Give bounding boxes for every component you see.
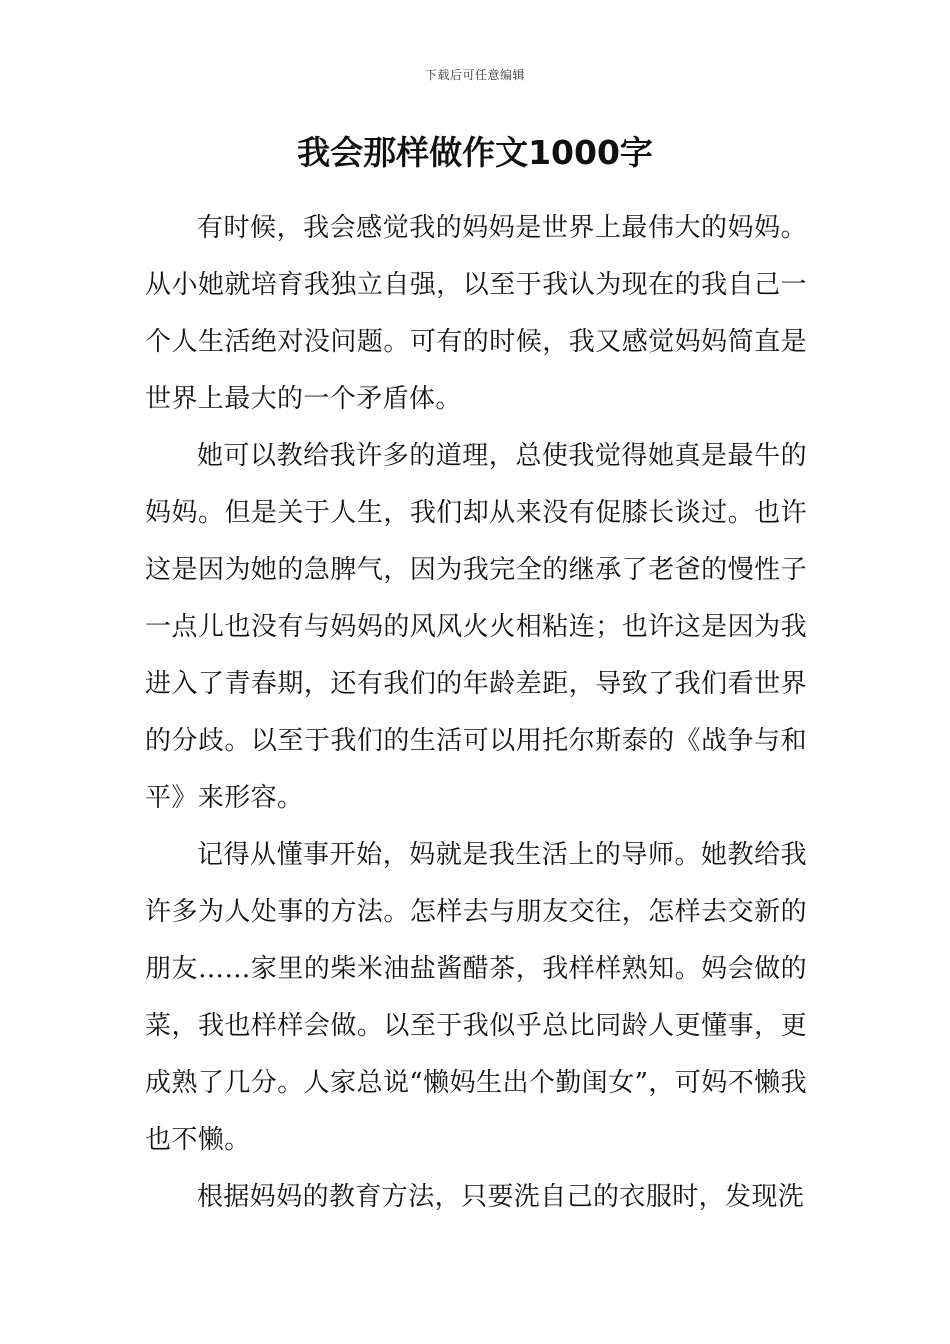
document-body <box>145 200 807 1226</box>
paragraph: 记得从懂事开始，妈就是我生活上的导师。她教给我许多为人处事的方法。怎样去与朋友交往，怎样去交新的朋友……家里的柴米油盐酱醋茶，我样样熟知。妈会做的菜，我也样样会做。以至于我似乎总比同龄人更懂事，更成熟了几分。人家总说“懒妈生出个勤闺女”，可妈不懒我也不懒。 <box>145 840 807 1155</box>
document-title: 我会那样做作文1000字 <box>297 133 653 172</box>
paragraph: 她可以教给我许多的道理，总使我觉得她真是最牛的妈妈。但是关于人生，我们却从来没有促膝长谈过。也许这是因为她的急脾气，因为我完全的继承了老爸的慢性子一点儿也没有与妈妈的风风火火相粘连；也许这是因为我进入了青春期，还有我们的年龄差距，导致了我们看世界的分歧。以至于我们的生活可以用托尔斯泰的《战争与和平》来形容。 <box>145 441 807 813</box>
header-note: 下载后可任意编辑 <box>424 68 525 82</box>
paragraph: 根据妈妈的教育方法，只要洗自己的衣服时，发现洗 <box>197 1182 805 1212</box>
paragraph: 有时候，我会感觉我的妈妈是世界上最伟大的妈妈。从小她就培育我独立自强，以至于我认为现在的我自己一个人生活绝对没问题。可有的时候，我又感觉妈妈简直是世界上最大的一个矛盾体。 <box>145 213 807 414</box>
